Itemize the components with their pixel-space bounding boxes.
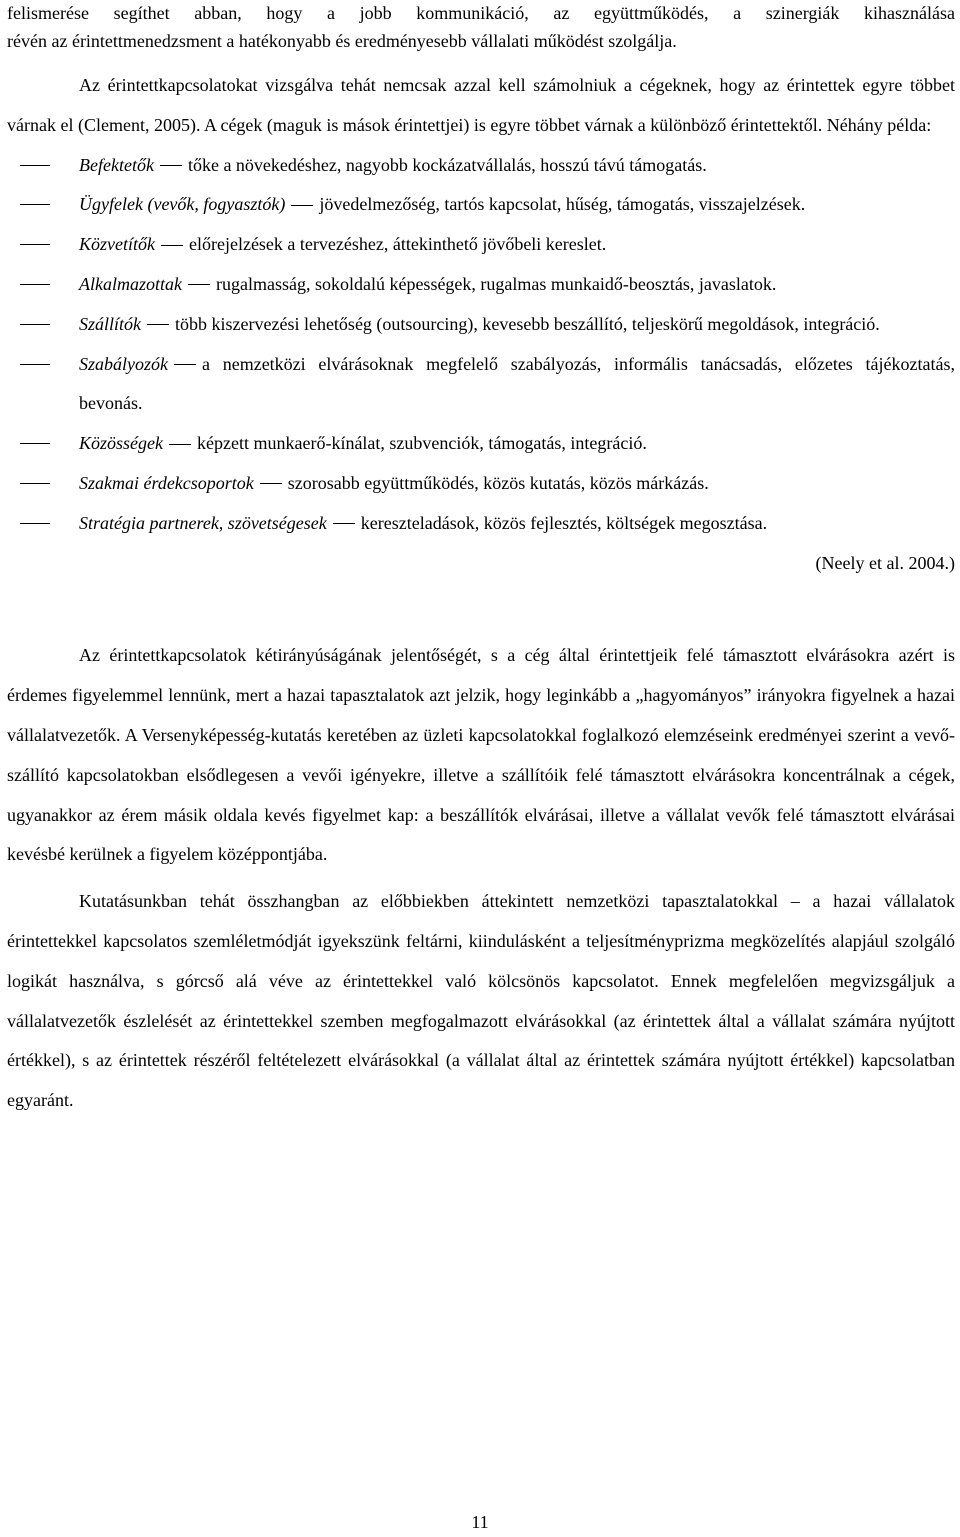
document-page (7, 0, 955, 1121)
dash-separator (169, 444, 191, 445)
list-item-term: Befektetők (79, 154, 154, 175)
list-item (7, 464, 955, 504)
dash-bullet (20, 443, 50, 444)
list-item-term: Szállítók (79, 313, 141, 334)
paragraph-2: Az érintettkapcsolatok kétirányúságának jelentőségét, s a cég által érintettjeik felé támasztott elvárásokra azért is érdemes figyelemmel lennünk, mert a hazai tapasztalatok azt jelzik, hogy leginkább a „hagyományos” irányokra figyelnek a hazai vállalatvezetők. A Versenyképesség-kutatás keretében az üzleti kapcsolatokkal foglalkozó elemzéseink eredményei szerint a vevő-szállító kapcsolatokban elsődlegesen a vevői igényekre, illetve a szállítóik felé támasztott elvárásokra koncentrálnak a cégek, ugyanakkor az érem másik oldala kevés figyelmet kap: a beszállítók elvárásai, illetve a vállalat vevők felé támasztott elvárásai kevésbé kerülnek a figyelem középpontjába. (7, 645, 955, 865)
opening-line-1: felismerése segíthet abban, hogy a jobb kommunikáció, az együttműködés, a szinergiák kihasználása (7, 3, 955, 23)
list-item-text: szorosabb együttműködés, közös kutatás, közös márkázás. (287, 472, 709, 493)
list-item (7, 225, 955, 265)
list-item-term: Közvetítők (79, 234, 155, 255)
dash-bullet (20, 244, 50, 245)
dash-separator (147, 324, 169, 325)
list-item-text: a nemzetközi elvárásoknak megfelelő szabályozás, informális tanácsadás, előzetes tájékoztatás, bevonás. (79, 353, 955, 414)
page-number: 11 (471, 1512, 489, 1532)
dash-separator (333, 523, 355, 524)
list-item-text: jövedelmezőség, tartós kapcsolat, hűség, támogatás, visszajelzések. (319, 194, 806, 215)
dash-bullet (20, 165, 50, 166)
list-item-term: Ügyfelek (vevők, fogyasztók) (79, 194, 286, 215)
list-item-text: előrejelzések a tervezéshez, áttekinthető jövőbeli kereslet. (188, 234, 607, 255)
list-item-term: Stratégia partnerek, szövetségesek (79, 512, 327, 533)
list-item-text: tőke a növekedéshez, nagyobb kockázatvállalás, hosszú távú támogatás. (187, 154, 707, 175)
source-citation: (Neely et al. 2004.) (815, 552, 955, 573)
list-item-term: Közösségek (79, 433, 163, 454)
list-item (7, 345, 955, 425)
list-item-text: rugalmasság, sokoldalú képességek, rugalmas munkaidő-beosztás, javaslatok. (215, 273, 777, 294)
list-item-text: kereszteladások, közös fejlesztés, költségek megosztása. (360, 512, 768, 533)
dash-bullet (20, 523, 50, 524)
list-item-term: Alkalmazottak (79, 273, 182, 294)
opening-paragraph (7, 0, 955, 55)
list-item (7, 305, 955, 345)
dash-bullet (20, 324, 50, 325)
section-gap (7, 583, 955, 636)
list-item (7, 146, 955, 186)
dash-separator (174, 364, 196, 365)
list-item-text: több kiszervezési lehetőség (outsourcing), kevesebb beszállító, teljeskörű megoldások, integráció. (175, 313, 880, 334)
list-item-term: Szakmai érdekcsoportok (79, 472, 254, 493)
dash-separator (260, 483, 282, 484)
dash-bullet (20, 483, 50, 484)
list-item-term: Szabályozók (79, 353, 168, 374)
list-item (7, 504, 955, 544)
paragraph-1: Az érintettkapcsolatokat vizsgálva tehát nemcsak azzal kell számolniuk a cégeknek, hogy az érintettek egyre többet várnak el (Clement, 2005). A cégek (maguk is mások érintettjei) is egyre többet várnak a különböző érintettektől. Néhány példa: (7, 75, 955, 135)
dash-separator (161, 245, 183, 246)
dash-bullet (20, 364, 50, 365)
list-item (7, 424, 955, 464)
dash-separator (291, 205, 313, 206)
dash-bullet (20, 204, 50, 205)
dash-separator (188, 284, 210, 285)
list-item (7, 185, 955, 225)
dash-bullet (20, 284, 50, 285)
paragraph-3: Kutatásunkban tehát összhangban az előbbiekben áttekintett nemzetközi tapasztalatokkal – a hazai vállalatok érintettekkel kapcsolatos szemléletmódját igyekszünk feltárni, kiindulásként a teljesítményprizma megközelítés alapjául szolgáló logikát használva, s górcső alá véve az érintettekkel való kölcsönös kapcsolatot. Ennek megfelelően megvizsgáljuk a vállalatvezetők észlelését az érintettekkel szemben megfogalmazott elvárásokkal (az érintettek által a vállalat számára nyújtott értékkel), s az érintettek részéről feltételezett elvárásokkal (a vállalat által az érintettek számára nyújtott értékkel) kapcsolatban egyaránt. (7, 891, 955, 1111)
list-item (7, 265, 955, 305)
dash-separator (160, 165, 182, 166)
example-list (7, 146, 955, 544)
list-item-text: képzett munkaerő-kínálat, szubvenciók, támogatás, integráció. (197, 433, 647, 454)
opening-line-2: révén az érintettmenedzsment a hatékonyabb és eredményesebb vállalati működést szolgálja. (7, 31, 677, 51)
